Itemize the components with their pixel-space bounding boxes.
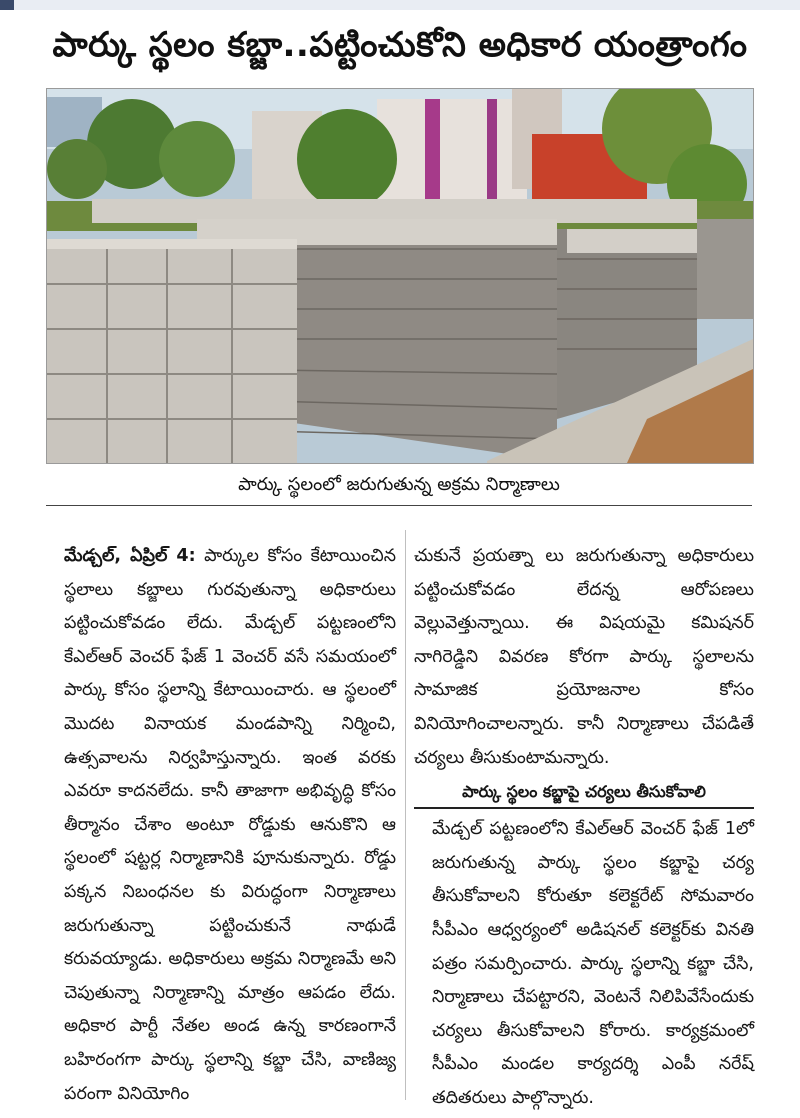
dateline: మేడ్చల్, ఏప్రిల్ 4: [64, 546, 196, 566]
construction-photo-illustration [47, 89, 753, 463]
article-text-right-1: చుకునే ప్రయత్నా లు జరుగుతున్నా అధికారులు పట్టించుకోవడం లేదన్న ఆరోపణలు వెల్లువెత్తున్నాయి. ఈ విషయమై కమిషనర్ నాగిరెడ్డిని వివరణ కోరగా పార్కు స్థలాలను సామాజిక ప్రయోజనాల కోసం వినియోగించాలన్నారు. కానీ నిర్మాణాలు చేపడితే చర్యలు తీసుకుంటామన్నారు. [414, 546, 754, 768]
article-subheading: పార్కు స్థలం కబ్జాపై చర్యలు తీసుకోవాలి [414, 777, 754, 809]
construction-photo [46, 88, 754, 464]
article-column-left [46, 540, 396, 1111]
viewer-accent [0, 0, 14, 10]
viewer-top-bar [0, 0, 800, 10]
photo-caption: పార్కు స్థలంలో జరుగుతున్న అక్రమ నిర్మాణాలు [238, 474, 560, 495]
headline: పార్కు స్థలం కబ్జా..పట్టించుకోని అధికార యంత్రాంగం [52, 25, 748, 65]
article-column-right [414, 540, 754, 1116]
caption-divider [46, 505, 752, 506]
article-text-left: పార్కుల కోసం కేటాయించిన స్థలాలు కబ్జాలు గురవుతున్నా అధికారులు పట్టించుకోవడం లేదు. మేడ్చల్ పట్టణంలోని కేఎల్ఆర్ వెంచర్ ఫేజ్ 1 వెంచర్ వసే సమయంలో పార్కు కోసం స్థలాన్ని కేటాయించారు. ఆ స్థలంలో మొదట వినాయక మండపాన్ని నిర్మించి, ఉత్సవాలను నిర్వహిస్తున్నారు. ఇంత వరకు ఎవరూ కాదనలేదు. కానీ తాజాగా అభివృద్ధి కోసం తీర్మానం చేశాం అంటూ రోడ్డుకు ఆనుకొని ఆ స్థలంలో షట్టర్ల నిర్మాణానికి పూనుకున్నారు. రోడ్డు పక్కన నిబంధనల కు విరుద్ధంగా నిర్మాణాలు జరుగుతున్నా పట్టించుకునే నాథుడే కరువయ్యాడు. అధికారులు అక్రమ నిర్మాణమే అని చెపుతున్నా నిర్మాణాన్ని మాత్రం ఆపడం లేదు. అధికార పార్టీ నేతల అండ ఉన్న కారణంగానే బహిరంగగా పార్కు స్థలాన్ని కబ్జా చేసి, వాణిజ్య పరంగా వినియోగిం [64, 546, 396, 1104]
article-text-right-2: మేడ్చల్ పట్టణంలోని కేఎల్ఆర్ వెంచర్ ఫేజ్ 1లో జరుగుతున్న పార్కు స్థలం కబ్జాపై చర్య తీసుకోవాలని కోరుతూ కలెక్టరేట్ సోమవారం సీపీఎం ఆధ్వర్యంలో అడిషనల్ కలెక్టర్‌కు వినతి పత్రం సమర్పించారు. పార్కు స్థలాన్ని కబ్జా చేసి, నిర్మాణాలు చేపట్టారని, వెంటనే నిలిపివేసేందుకు చర్యలు తీసుకోవాలని కోరారు. కార్యక్రమంలో సీపీఎం మండల కార్యదర్శి ఎంపీ నరేష్ తదితరులు పాల్గొన్నారు. [432, 819, 754, 1108]
column-divider [405, 530, 406, 1100]
article-paragraph-left [46, 540, 396, 1111]
